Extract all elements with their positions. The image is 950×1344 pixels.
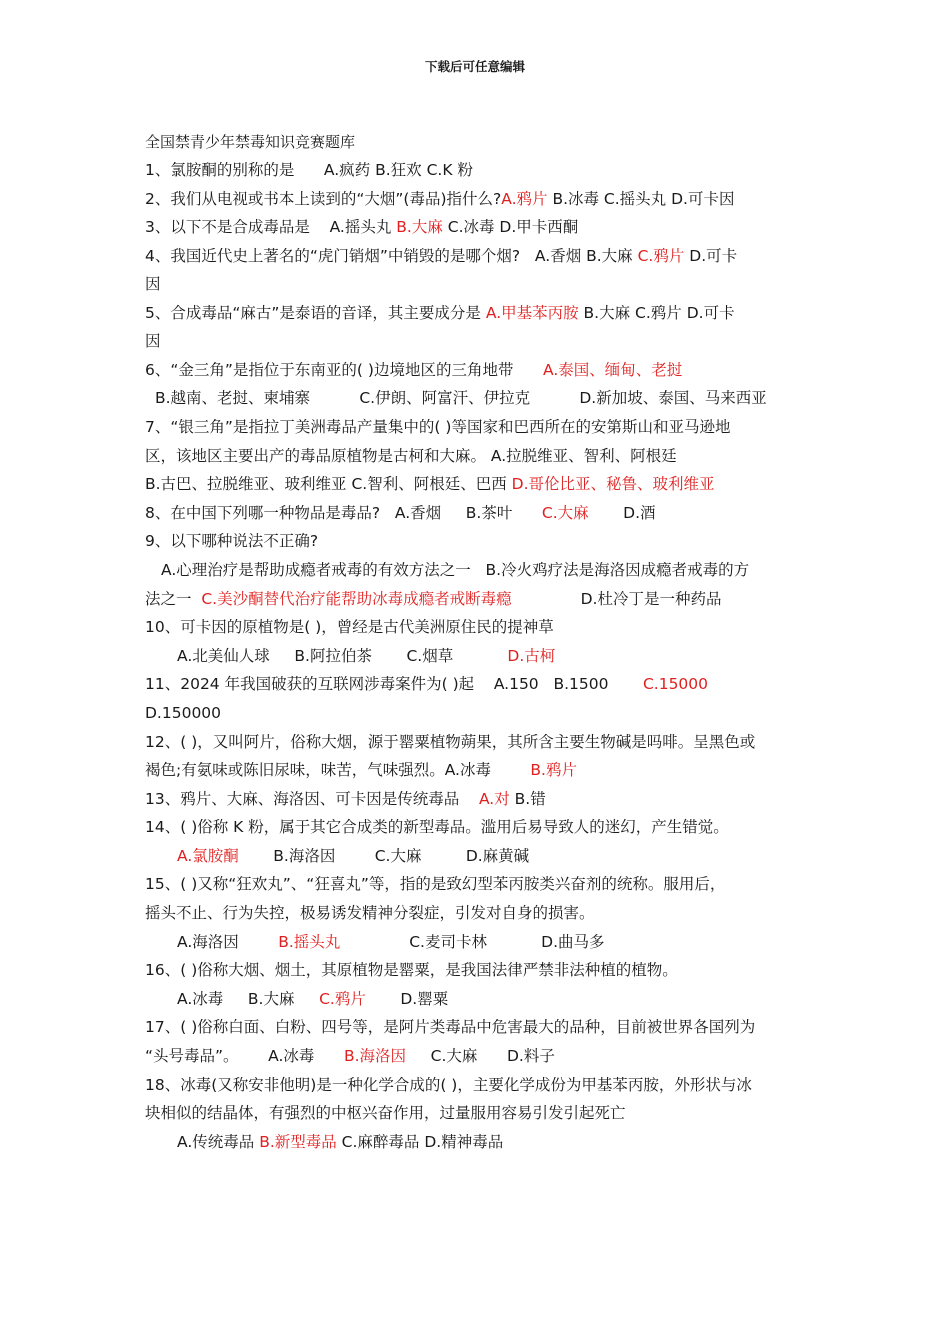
text-line: [145, 213, 578, 241]
line-text: A.传统毒品: [177, 1133, 260, 1151]
line-text: B.大麻 C.鸦片 D.可卡: [578, 304, 735, 322]
line-text: 因: [145, 332, 161, 350]
correct-answer: A.泰国、缅甸、老挝: [543, 361, 683, 379]
correct-answer: A.鸦片: [501, 190, 548, 208]
text-line: [145, 527, 318, 555]
text-line: [145, 699, 221, 727]
line-text: 褐色;有氨味或陈旧尿味，味苦，气味强烈。A.冰毒: [145, 761, 531, 779]
line-text: 9、以下哪种说法不正确?: [145, 532, 319, 550]
text-line: [145, 613, 554, 641]
line-text: 全国禁青少年禁毒知识竞赛题库: [145, 133, 356, 151]
line-text: B.古巴、拉脱维亚、玻利维亚 C.智利、阿根廷、巴西: [145, 475, 512, 493]
text-line: [145, 242, 737, 270]
line-text: 14、( )俗称 K 粉，属于其它合成类的新型毒品。滥用后易导致人的迷幻，产生错觉。: [145, 818, 729, 836]
text-line: [145, 270, 161, 298]
line-text: 1、氯胺酮的别称的是 A.疯药 B.狂欢 C.K 粉: [145, 161, 473, 179]
line-text: 17、( )俗称白面、白粉、四号等，是阿片类毒品中危害最大的品种，目前被世界各国列为: [145, 1018, 756, 1036]
line-text: 12、( )，又叫阿片，俗称大烟，源于罂粟植物蒴果，其所含主要生物碱是吗啡。呈黑色或: [145, 733, 756, 751]
correct-answer: C.美沙酮替代治疗能帮助冰毒成瘾者戒断毒瘾: [201, 590, 512, 608]
correct-answer: B.大麻: [396, 218, 443, 236]
line-text: 4、我国近代史上著名的“虎门销烟”中销毁的是哪个烟? A.香烟 B.大麻: [145, 247, 638, 265]
line-text: 16、( )俗称大烟、烟土，其原植物是罂粟，是我国法律严禁非法种植的植物。: [145, 961, 678, 979]
text-line: [177, 642, 555, 670]
text-line: [145, 956, 678, 984]
text-line: [145, 785, 546, 813]
text-line: [155, 384, 767, 412]
line-text: D.杜冷丁是一种药品: [511, 590, 722, 608]
text-line: [145, 870, 725, 898]
line-text: 块相似的结晶体，有强烈的中枢兴奋作用，过量服用容易引发引起死亡: [145, 1104, 626, 1122]
correct-answer: A.对: [478, 790, 510, 808]
text-line: [177, 985, 448, 1013]
line-text: C.麦司卡林 D.曲马多: [340, 933, 605, 951]
line-text: 13、鸦片、大麻、海洛因、可卡因是传统毒品: [145, 790, 479, 808]
line-text: D.150000: [145, 704, 222, 722]
line-text: 区，该地区主要出产的毒品原植物是古柯和大麻。 A.拉脱维亚、智利、阿根廷: [145, 447, 677, 465]
line-text: D.罂粟: [365, 990, 449, 1008]
line-text: B.海洛因 C.大麻 D.麻黄碱: [238, 847, 530, 865]
text-line: [145, 156, 473, 184]
text-line: [161, 556, 749, 584]
correct-answer: D.古柯: [507, 647, 556, 665]
line-text: 7、“银三角”是指拉丁美洲毒品产量集中的( )等国家和巴西所在的安第斯山和亚马逊地: [145, 418, 731, 436]
page-header: 下载后可任意编辑: [424, 59, 525, 74]
text-line: [145, 585, 721, 613]
text-line: [145, 327, 161, 355]
line-text: A.海洛因: [177, 933, 279, 951]
text-line: [145, 1071, 752, 1099]
correct-answer: D.哥伦比亚、秘鲁、玻利维亚: [511, 475, 715, 493]
correct-answer: C.大麻: [541, 504, 589, 522]
line-text: 11、2024 年我国破获的互联网涉毒案件为( )起 A.150 B.1500: [145, 675, 643, 693]
correct-answer: B.海洛因: [343, 1047, 407, 1065]
correct-answer: C.15000: [642, 675, 709, 693]
text-line: [145, 813, 729, 841]
line-text: 5、合成毒品“麻古”是泰语的音译，其主要成分是: [145, 304, 486, 322]
line-text: 2、我们从电视或书本上读到的“大烟”(毒品)指什么?: [145, 190, 502, 208]
line-text: B.越南、老挝、柬埔寨 C.伊朗、阿富汗、伊拉克 D.新加坡、泰国、马来西亚: [155, 389, 767, 407]
text-line: [177, 928, 605, 956]
correct-answer: B.鸦片: [530, 761, 577, 779]
correct-answer: B.新型毒品: [259, 1133, 337, 1151]
correct-answer: B.摇头丸: [278, 933, 341, 951]
text-line: [145, 499, 656, 527]
text-line: [145, 299, 735, 327]
text-line: [177, 1128, 503, 1156]
line-text: A.心理治疗是帮助成瘾者戒毒的有效方法之一 B.冷火鸡疗法是海洛因成瘾者戒毒的方: [161, 561, 750, 579]
line-text: C.大麻 D.料子: [406, 1047, 555, 1065]
correct-answer: C.鸦片: [319, 990, 366, 1008]
text-line: [145, 1099, 626, 1127]
line-text: 3、以下不是合成毒品是 A.摇头丸: [145, 218, 397, 236]
text-line: [145, 413, 730, 441]
line-text: 6、“金三角”是指位于东南亚的( )边境地区的三角地带: [145, 361, 544, 379]
text-line: [145, 356, 682, 384]
line-text: 10、可卡因的原植物是( )，曾经是古代美洲原住民的提神草: [145, 618, 554, 636]
line-text: C.麻醉毒品 D.精神毒品: [336, 1133, 504, 1151]
document-title: [145, 128, 355, 156]
line-text: 摇头不止、行为失控，极易诱发精神分裂症，引发对自身的损害。: [145, 904, 595, 922]
text-line: [145, 185, 734, 213]
text-line: [145, 899, 595, 927]
text-line: [145, 670, 708, 698]
line-text: D.可卡: [684, 247, 738, 265]
correct-answer: C.鸦片: [637, 247, 685, 265]
line-text: 15、( )又称“狂欢丸”、“狂喜丸”等，指的是致幻型苯丙胺类兴奋剂的统称。服用后，: [145, 875, 726, 893]
text-line: [145, 756, 577, 784]
line-text: B.错: [509, 790, 546, 808]
line-text: A.冰毒 B.大麻: [177, 990, 320, 1008]
line-text: D.酒: [588, 504, 656, 522]
text-line: [145, 470, 715, 498]
text-line: [145, 442, 677, 470]
text-line: [177, 842, 529, 870]
line-text: “头号毒品”。 A.冰毒: [145, 1047, 344, 1065]
line-text: C.冰毒 D.甲卡西酮: [442, 218, 579, 236]
line-text: 因: [145, 275, 161, 293]
correct-answer: A.氯胺酮: [177, 847, 239, 865]
line-text: 18、冰毒(又称安非他明)是一种化学合成的( )，主要化学成份为甲基苯丙胺，外形状与冰: [145, 1076, 752, 1094]
text-line: [145, 728, 755, 756]
line-text: 法之一: [145, 590, 202, 608]
line-text: 8、在中国下列哪一种物品是毒品? A.香烟 B.茶叶: [145, 504, 542, 522]
line-text: A.北美仙人球 B.阿拉伯茶 C.烟草: [177, 647, 508, 665]
text-line: [145, 1013, 755, 1041]
text-line: [145, 1042, 555, 1070]
line-text: B.冰毒 C.摇头丸 D.可卡因: [547, 190, 735, 208]
correct-answer: A.甲基苯丙胺: [485, 304, 579, 322]
